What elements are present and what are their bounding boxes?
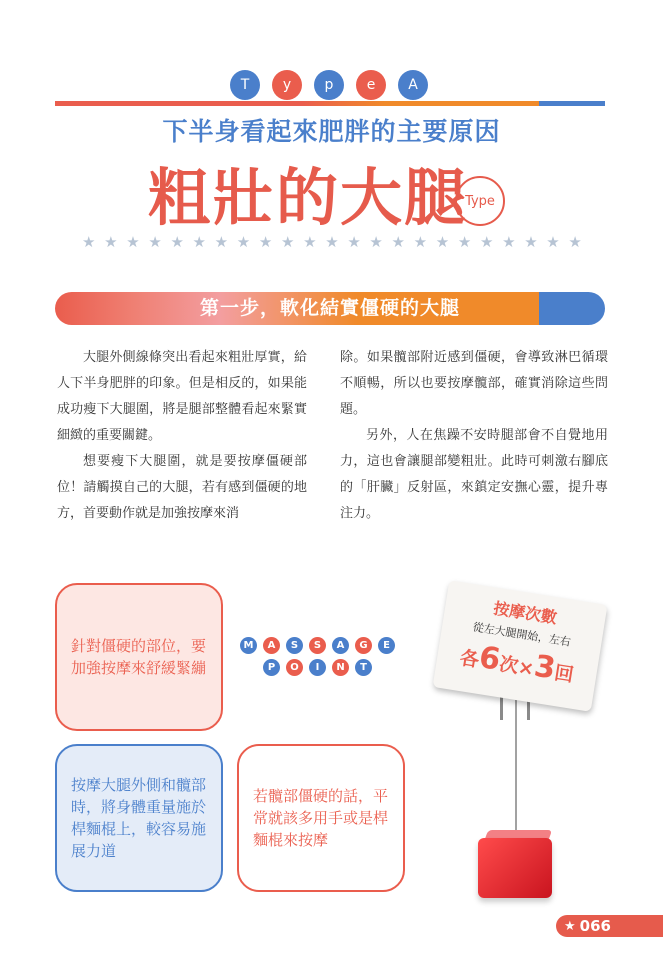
mp-letter: G xyxy=(355,637,372,654)
body-paragraph: 大腿外側線條突出看起來粗壯厚實，給人下半身肥胖的印象。但是相反的，如果能成功瘦下大腿圍，將是腿部整體看起來緊實細緻的重要關鍵。 xyxy=(57,350,307,443)
header-divider xyxy=(55,101,605,106)
star-icon: ★ xyxy=(104,233,118,251)
star-icon: ★ xyxy=(457,233,472,251)
star-icon: ★ xyxy=(325,233,339,251)
mp-letter: A xyxy=(332,637,349,654)
tip-box-stiff-areas xyxy=(55,583,223,731)
tip-text: 針對僵硬的部位，要加強按摩來舒緩緊繃 xyxy=(71,637,207,677)
mp-letter: T xyxy=(355,659,372,676)
tip-box-hip xyxy=(237,744,405,892)
mp-letter: I xyxy=(309,659,326,676)
body-paragraph: 除。如果髖部附近感到僵硬，會導致淋巴循環不順暢，所以也要按摩髖部，確實消除這些問題。 xyxy=(340,350,608,417)
star-icon: ★ xyxy=(148,233,162,251)
star-icon: ★ xyxy=(82,233,96,251)
step-banner xyxy=(55,292,605,325)
star-icon: ★ xyxy=(524,233,538,251)
mp-letter: S xyxy=(286,637,303,654)
type-letter-a: A xyxy=(398,70,428,100)
star-icon: ★ xyxy=(413,233,428,251)
star-icon: ★ xyxy=(303,233,317,251)
star-icon: ★ xyxy=(236,233,251,251)
page-title: 粗壯的大腿 xyxy=(148,161,469,234)
type-letter-p: p xyxy=(314,70,344,100)
count-mid: 次× xyxy=(497,653,536,681)
star-icon: ★ xyxy=(192,233,206,251)
star-icon: ★ xyxy=(214,233,229,251)
count-sets: 3 xyxy=(531,648,558,687)
star-icon: ★ xyxy=(369,233,383,251)
star-icon: ★ xyxy=(568,233,582,251)
star-icon: ★ xyxy=(479,233,494,251)
type-badge: Type xyxy=(455,176,505,226)
star-icon: ★ xyxy=(280,233,295,251)
star-icon: ★ xyxy=(502,233,516,251)
mp-letter: E xyxy=(378,637,395,654)
type-letter-y: y xyxy=(272,70,302,100)
star-icon: ★ xyxy=(391,233,405,251)
star-icon: ★ xyxy=(435,233,450,251)
star-divider xyxy=(82,233,582,251)
body-column-right xyxy=(340,345,608,527)
body-column-left xyxy=(57,345,307,527)
tip-text: 若髖部僵硬的話，平常就該多用手或是桿麵棍來按摩 xyxy=(253,787,389,849)
page-number-tab xyxy=(556,915,663,937)
type-letter-e: e xyxy=(356,70,386,100)
mp-letter: N xyxy=(332,659,349,676)
star-icon: ★ xyxy=(546,233,560,251)
count-prefix: 各 xyxy=(458,646,481,672)
star-icon: ★ xyxy=(258,233,273,251)
page-number: 066 xyxy=(579,917,611,935)
card-subtitle: 從左大腿開始，左右 xyxy=(471,620,572,649)
card-title: 按摩次數 xyxy=(492,598,559,628)
star-icon: ★ xyxy=(170,233,184,251)
type-letter-t: T xyxy=(230,70,260,100)
mp-letter: P xyxy=(263,659,280,676)
memo-holder-wire xyxy=(515,700,517,840)
tip-box-rolling-pin xyxy=(55,744,223,892)
mp-letter: M xyxy=(240,637,257,654)
tip-text: 按摩大腿外側和髖部時，將身體重量施於桿麵棍上，較容易施展力道 xyxy=(71,776,207,860)
mp-letter: S xyxy=(309,637,326,654)
massage-count-card xyxy=(433,580,608,712)
count-times: 6 xyxy=(476,640,503,678)
star-icon: ★ xyxy=(564,918,576,934)
mp-letter: O xyxy=(286,659,303,676)
page-subtitle: 下半身看起來肥胖的主要原因 xyxy=(162,117,501,146)
step-title: 第一步，軟化結實僵硬的大腿 xyxy=(199,297,460,319)
body-paragraph: 想要瘦下大腿圍，就是要按摩僵硬部位！請觸摸自己的大腿，若有感到僵硬的地方，首要動作就是加強按摩來消 xyxy=(57,454,307,521)
body-paragraph: 另外，人在焦躁不安時腿部會不自覺地用力，這也會讓腿部變粗壯。此時可刺激右腳底的「肝臟」反射區，來鎮定安撫心靈，提升專注力。 xyxy=(340,428,608,521)
memo-holder-cube xyxy=(478,838,552,898)
star-icon: ★ xyxy=(347,233,361,251)
count-suffix: 回 xyxy=(552,661,576,687)
star-icon: ★ xyxy=(126,233,140,251)
mp-letter: A xyxy=(263,637,280,654)
